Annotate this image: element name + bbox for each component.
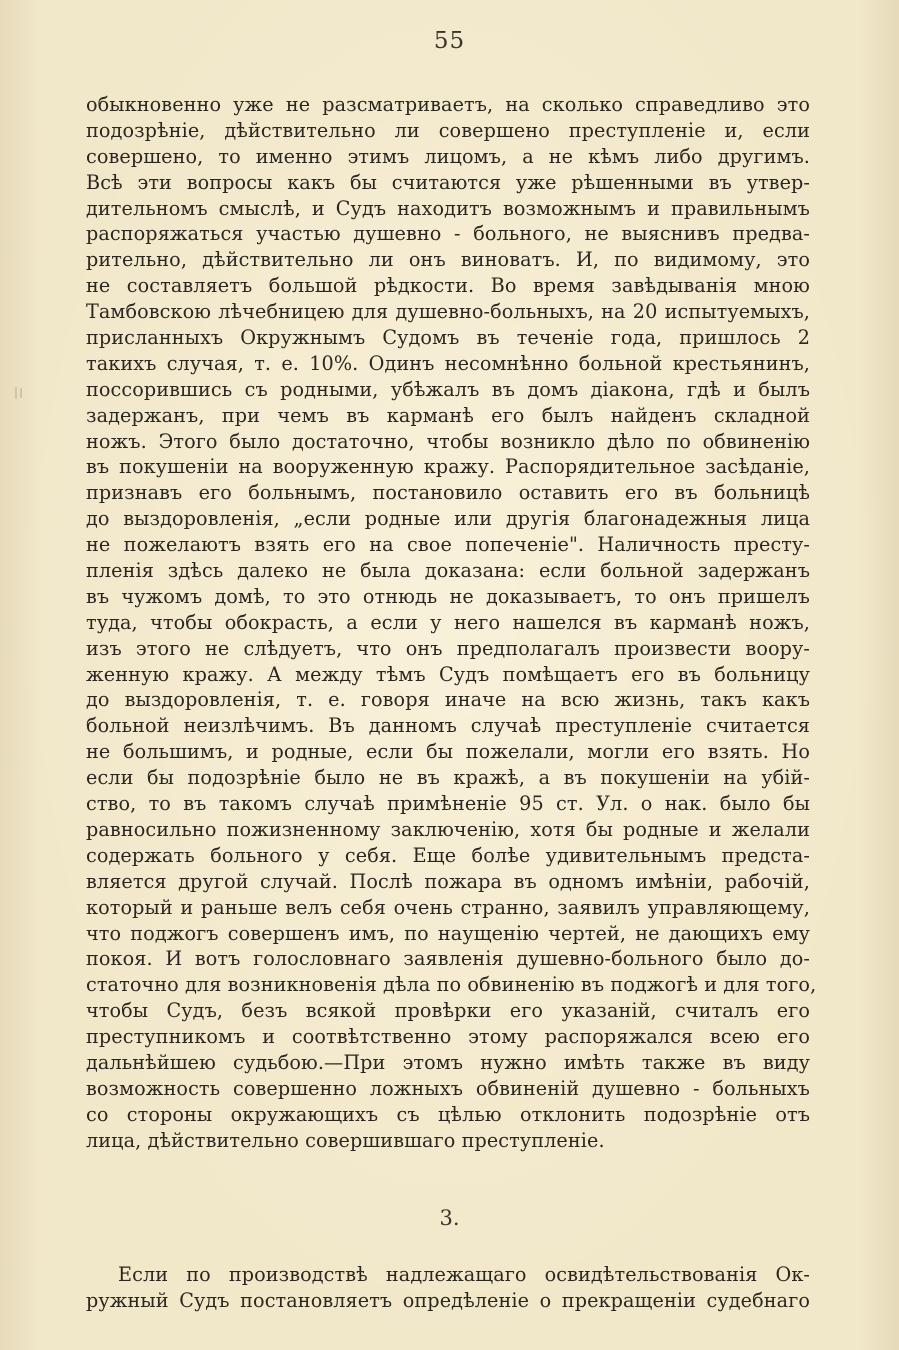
text-line: ружный Судъ постановляетъ опредѣленіе о прекращеніи судебнаго (86, 1288, 810, 1312)
text-line: равносильно пожизненному заключенію, хотя бы родные и желали (86, 817, 810, 841)
text-line: покоя. И вотъ голословнаго заявленія душевно-больного было до- (86, 947, 810, 971)
text-line: задержанъ, при чемъ въ карманѣ его былъ найденъ складной (86, 403, 810, 427)
text-line: не большимъ, и родные, если бы пожелали, могли его взять. Но (86, 740, 810, 764)
text-line: Всѣ эти вопросы какъ бы считаются уже рѣшенными въ утвер- (86, 170, 810, 194)
text-line: подозрѣніе, дѣйствительно ли совершено преступленіе и, если (86, 118, 810, 142)
text-line: со стороны окружающихъ съ цѣлью отклонить подозрѣніе отъ (86, 1102, 810, 1126)
text-line: рительно, дѣйствительно ли онъ виноватъ. И, по видимому, это (86, 248, 810, 272)
text-line: поссорившись съ родными, убѣжалъ въ домъ діакона, гдѣ и былъ (86, 377, 810, 401)
text-line: чтобы Судъ, безъ всякой провѣрки его указаній, считалъ его (86, 999, 810, 1023)
text-line: изъ этого не слѣдуетъ, что онъ предполагалъ произвести воору- (86, 636, 810, 660)
text-line: совершено, то именно этимъ лицомъ, а не кѣмъ либо другимъ. (86, 144, 810, 168)
text-line: дальнѣйшею судьбою.—При этомъ нужно имѣть также въ виду (86, 1050, 810, 1074)
page-number: 55 (433, 28, 466, 54)
text-line: присланныхъ Окружнымъ Судомъ въ теченіе года, пришлось 2 (86, 326, 810, 350)
text-line: лица, дѣйствительно совершившаго преступленіе. (86, 1128, 605, 1152)
text-line: не пожелаютъ взять его на свое попеченіе". Наличность престу- (86, 533, 810, 557)
text-line: въ покушеніи на вооруженную кражу. Распорядительное засѣданіе, (86, 455, 810, 479)
text-line: дительномъ смыслѣ, и Судъ находитъ возможнымъ и правильнымъ (86, 196, 810, 220)
text-line: ножъ. Этого было достаточно, чтобы возникло дѣло по обвиненію (86, 429, 810, 453)
text-line: обыкновенно уже не разсматриваетъ, на сколько справедливо это (86, 93, 810, 116)
text-line: что поджогъ совершенъ имъ, по наущенію чертей, не дающихъ ему (86, 921, 810, 945)
text-line: пленія здѣсь далеко не была доказана: если больной задержанъ (86, 559, 810, 583)
text-line: въ чужомъ домѣ, то это отнюдь не доказываетъ, то онъ пришелъ (86, 584, 810, 608)
text-line: который и раньше велъ себя очень странно, заявилъ управляющему, (86, 895, 810, 919)
text-line: до выздоровленія, „если родные или другія благонадежныя лица (86, 507, 810, 531)
text-line: признавъ его больнымъ, постановило оставить его въ больницѣ (86, 481, 810, 505)
text-line: женную кражу. А между тѣмъ Судъ помѣщаетъ его въ больницу (86, 662, 810, 686)
text-line: туда, чтобы обокрасть, а если у него нашелся въ карманѣ ножъ, (86, 610, 810, 634)
text-line: не составляетъ большой рѣдкости. Во время завѣдыванія мною (86, 274, 810, 298)
section-paragraph (86, 1262, 810, 1314)
text-line: вляется другой случай. Послѣ пожара въ одномъ имѣніи, рабочій, (86, 869, 810, 893)
text-line: до выздоровленія, т. е. говоря иначе на всю жизнь, такъ какъ (86, 688, 810, 712)
margin-mark (12, 385, 26, 401)
text-line: преступникомъ и соотвѣтственно этому распоряжался всею его (86, 1025, 810, 1049)
text-line: Если по производствѣ надлежащаго освидѣтельствованія Ок- (118, 1263, 810, 1286)
text-line: ство, то въ такомъ случаѣ примѣненіе 95 ст. Ул. о нак. было бы (86, 792, 810, 816)
text-line: возможность совершенно ложныхъ обвиненій душевно - больныхъ (86, 1076, 810, 1100)
text-line: если бы подозрѣніе было не въ кражѣ, а въ покушеніи на убій- (86, 766, 810, 790)
text-line: содержать больного у себя. Еще болѣе удивительнымъ предста- (86, 843, 810, 867)
text-line: статочно для возникновенія дѣла по обвиненію въ поджогѣ и для того, (86, 973, 817, 997)
section-number: 3. (439, 1206, 460, 1230)
text-line: распоряжаться участью душевно - больного, не выяснивъ предва- (86, 222, 810, 246)
text-line: больной неизлѣчимъ. Въ данномъ случаѣ преступленіе считается (86, 714, 810, 738)
text-line: такихъ случая, т. е. 10%. Одинъ несомнѣнно больной крестьянинъ, (86, 351, 810, 375)
text-line: Тамбовскою лѣчебницею для душевно-больныхъ, на 20 испытуемыхъ, (86, 300, 810, 324)
main-paragraph (86, 92, 817, 1154)
